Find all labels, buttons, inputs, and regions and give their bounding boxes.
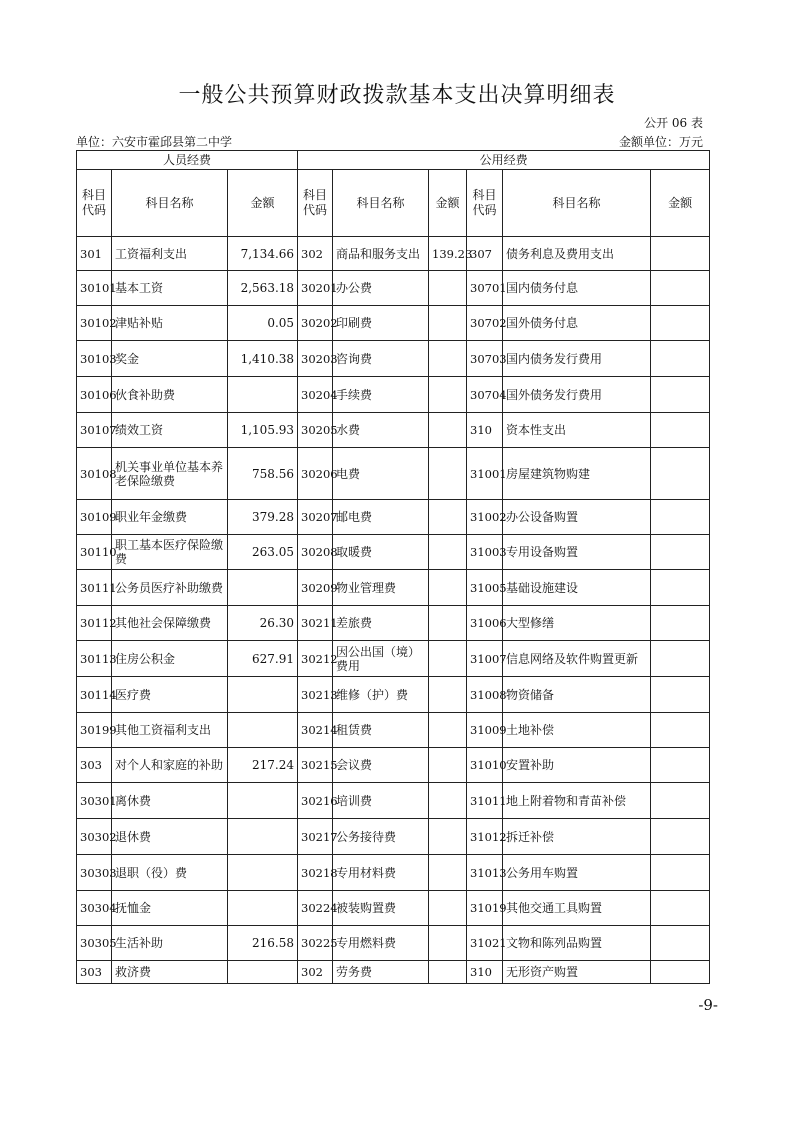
personnel-code-cell: 30302 [77,819,112,855]
public-name-cell: 咨询费 [333,341,429,377]
capital-amount-cell [651,713,710,748]
personnel-amount-cell: 1,105.93 [228,413,298,448]
capital-amount-cell [651,535,710,570]
public-code-cell: 30202 [298,306,333,341]
section-personnel: 人员经费 [77,151,298,170]
col-name-header: 科目名称 [112,170,228,237]
public-code-cell: 30201 [298,271,333,306]
public-name-cell: 劳务费 [333,961,429,984]
public-code-cell: 30208 [298,535,333,570]
personnel-name-cell: 工资福利支出 [112,237,228,271]
personnel-amount-cell [228,891,298,926]
public-name-cell: 取暖费 [333,535,429,570]
capital-code-cell: 31019 [467,891,503,926]
public-code-cell: 302 [298,237,333,271]
capital-amount-cell [651,500,710,535]
personnel-code-cell: 30303 [77,855,112,891]
public-amount-cell [429,855,467,891]
public-name-cell: 因公出国（境）费用 [333,641,429,677]
personnel-name-cell: 奖金 [112,341,228,377]
personnel-amount-cell [228,783,298,819]
section-header-row [77,151,710,170]
personnel-name-cell: 医疗费 [112,677,228,713]
personnel-code-cell: 30199 [77,713,112,748]
public-name-cell: 物业管理费 [333,570,429,606]
personnel-name-cell: 职业年金缴费 [112,500,228,535]
table-row [77,926,710,961]
personnel-code-cell: 30107 [77,413,112,448]
public-name-cell: 租赁费 [333,713,429,748]
public-code-cell: 30209 [298,570,333,606]
public-amount-cell [429,713,467,748]
personnel-code-cell: 30101 [77,271,112,306]
personnel-name-cell: 其他工资福利支出 [112,713,228,748]
public-name-cell: 商品和服务支出 [333,237,429,271]
personnel-name-cell: 机关事业单位基本养老保险缴费 [112,448,228,500]
table-row [77,237,710,271]
personnel-code-cell: 30106 [77,377,112,413]
col-code-header: 科目代码 [298,170,333,237]
personnel-code-cell: 30305 [77,926,112,961]
personnel-amount-cell [228,855,298,891]
capital-name-cell: 文物和陈列品购置 [503,926,651,961]
personnel-code-cell: 303 [77,961,112,984]
capital-amount-cell [651,606,710,641]
personnel-name-cell: 退休费 [112,819,228,855]
personnel-amount-cell: 379.28 [228,500,298,535]
public-name-cell: 印刷费 [333,306,429,341]
personnel-amount-cell [228,377,298,413]
capital-name-cell: 无形资产购置 [503,961,651,984]
personnel-name-cell: 职工基本医疗保险缴费 [112,535,228,570]
capital-name-cell: 基础设施建设 [503,570,651,606]
capital-amount-cell [651,448,710,500]
col-name-header: 科目名称 [503,170,651,237]
personnel-code-cell: 30110 [77,535,112,570]
capital-code-cell: 31002 [467,500,503,535]
capital-code-cell: 31009 [467,713,503,748]
capital-name-cell: 国外债务付息 [503,306,651,341]
capital-amount-cell [651,570,710,606]
personnel-amount-cell: 0.05 [228,306,298,341]
public-amount-cell [429,606,467,641]
public-amount-cell [429,570,467,606]
public-amount-cell [429,377,467,413]
capital-code-cell: 31010 [467,748,503,783]
capital-name-cell: 资本性支出 [503,413,651,448]
personnel-amount-cell: 758.56 [228,448,298,500]
table-row [77,783,710,819]
public-amount-cell [429,783,467,819]
public-name-cell: 被装购置费 [333,891,429,926]
public-code-cell: 30205 [298,413,333,448]
personnel-amount-cell: 1,410.38 [228,341,298,377]
public-code-cell: 30217 [298,819,333,855]
personnel-amount-cell: 217.24 [228,748,298,783]
personnel-amount-cell: 263.05 [228,535,298,570]
capital-code-cell: 310 [467,961,503,984]
capital-code-cell: 31012 [467,819,503,855]
capital-code-cell: 30704 [467,377,503,413]
table-row [77,891,710,926]
public-code-cell: 302 [298,961,333,984]
capital-name-cell: 地上附着物和青苗补偿 [503,783,651,819]
capital-code-cell: 31005 [467,570,503,606]
capital-amount-cell [651,677,710,713]
public-name-cell: 办公费 [333,271,429,306]
capital-name-cell: 其他交通工具购置 [503,891,651,926]
personnel-code-cell: 30109 [77,500,112,535]
public-name-cell: 邮电费 [333,500,429,535]
capital-amount-cell [651,377,710,413]
personnel-code-cell: 30111 [77,570,112,606]
column-header-row [77,170,710,237]
public-amount-cell [429,341,467,377]
table-row [77,819,710,855]
capital-name-cell: 国内债务付息 [503,271,651,306]
public-name-cell: 培训费 [333,783,429,819]
capital-code-cell: 31003 [467,535,503,570]
public-amount-cell [429,677,467,713]
personnel-code-cell: 30102 [77,306,112,341]
capital-code-cell: 31008 [467,677,503,713]
capital-name-cell: 国内债务发行费用 [503,341,651,377]
capital-amount-cell [651,926,710,961]
table-row [77,961,710,984]
personnel-code-cell: 30301 [77,783,112,819]
capital-code-cell: 31001 [467,448,503,500]
personnel-code-cell: 301 [77,237,112,271]
public-code-cell: 30225 [298,926,333,961]
capital-amount-cell [651,748,710,783]
personnel-name-cell: 绩效工资 [112,413,228,448]
capital-code-cell: 31007 [467,641,503,677]
public-amount-cell [429,500,467,535]
personnel-name-cell: 对个人和家庭的补助 [112,748,228,783]
public-amount-cell [429,926,467,961]
public-amount-cell [429,961,467,984]
public-amount-cell [429,748,467,783]
personnel-amount-cell: 216.58 [228,926,298,961]
public-name-cell: 维修（护）费 [333,677,429,713]
personnel-name-cell: 其他社会保障缴费 [112,606,228,641]
expenditure-table [76,150,710,984]
public-name-cell: 手续费 [333,377,429,413]
public-amount-cell [429,306,467,341]
capital-amount-cell [651,237,710,271]
personnel-name-cell: 离休费 [112,783,228,819]
table-row [77,570,710,606]
public-code-cell: 30214 [298,713,333,748]
capital-code-cell: 31011 [467,783,503,819]
capital-amount-cell [651,783,710,819]
public-amount-cell [429,819,467,855]
personnel-amount-cell: 7,134.66 [228,237,298,271]
table-row [77,855,710,891]
personnel-amount-cell: 2,563.18 [228,271,298,306]
unit-label: 单位：六安市霍邱县第二中学 [76,135,233,149]
public-amount-cell [429,448,467,500]
col-amount-header: 金额 [429,170,467,237]
table-row [77,448,710,500]
public-code-cell: 30206 [298,448,333,500]
table-row [77,413,710,448]
personnel-name-cell: 救济费 [112,961,228,984]
personnel-code-cell: 30112 [77,606,112,641]
public-name-cell: 专用燃料费 [333,926,429,961]
table-row [77,377,710,413]
capital-name-cell: 物资储备 [503,677,651,713]
personnel-amount-cell: 26.30 [228,606,298,641]
public-amount-cell [429,641,467,677]
col-amount-header: 金额 [651,170,710,237]
form-number: 公开 06 表 [644,116,703,130]
capital-code-cell: 31013 [467,855,503,891]
table-row [77,306,710,341]
public-code-cell: 30218 [298,855,333,891]
personnel-amount-cell: 627.91 [228,641,298,677]
personnel-name-cell: 退职（役）费 [112,855,228,891]
public-code-cell: 30216 [298,783,333,819]
personnel-name-cell: 公务员医疗补助缴费 [112,570,228,606]
personnel-name-cell: 伙食补助费 [112,377,228,413]
public-code-cell: 30203 [298,341,333,377]
capital-name-cell: 拆迁补偿 [503,819,651,855]
personnel-amount-cell [228,677,298,713]
money-unit: 金额单位：万元 [618,135,703,149]
capital-code-cell: 30701 [467,271,503,306]
capital-name-cell: 房屋建筑物购建 [503,448,651,500]
capital-name-cell: 大型修缮 [503,606,651,641]
public-name-cell: 水费 [333,413,429,448]
capital-code-cell: 310 [467,413,503,448]
personnel-amount-cell [228,819,298,855]
capital-name-cell: 债务利息及费用支出 [503,237,651,271]
public-amount-cell [429,891,467,926]
capital-amount-cell [651,641,710,677]
capital-amount-cell [651,341,710,377]
public-name-cell: 公务接待费 [333,819,429,855]
capital-amount-cell [651,891,710,926]
public-name-cell: 电费 [333,448,429,500]
personnel-name-cell: 抚恤金 [112,891,228,926]
public-amount-cell [429,535,467,570]
personnel-code-cell: 303 [77,748,112,783]
capital-code-cell: 31006 [467,606,503,641]
page-number: -9- [698,996,718,1014]
public-amount-cell: 139.23 [429,237,467,271]
col-code-header: 科目代码 [77,170,112,237]
public-code-cell: 30211 [298,606,333,641]
page-title: 一般公共预算财政拨款基本支出决算明细表 [178,83,616,108]
col-code-header: 科目代码 [467,170,503,237]
capital-name-cell: 土地补偿 [503,713,651,748]
capital-name-cell: 公务用车购置 [503,855,651,891]
capital-code-cell: 31021 [467,926,503,961]
public-name-cell: 专用材料费 [333,855,429,891]
capital-amount-cell [651,413,710,448]
personnel-amount-cell [228,570,298,606]
capital-name-cell: 信息网络及软件购置更新 [503,641,651,677]
public-code-cell: 30224 [298,891,333,926]
public-code-cell: 30213 [298,677,333,713]
section-public: 公用经费 [298,151,710,170]
public-code-cell: 30204 [298,377,333,413]
capital-name-cell: 专用设备购置 [503,535,651,570]
public-code-cell: 30212 [298,641,333,677]
public-code-cell: 30207 [298,500,333,535]
capital-amount-cell [651,855,710,891]
personnel-name-cell: 生活补助 [112,926,228,961]
personnel-code-cell: 30113 [77,641,112,677]
capital-amount-cell [651,271,710,306]
capital-code-cell: 30703 [467,341,503,377]
table-row [77,535,710,570]
table-row [77,677,710,713]
personnel-code-cell: 30108 [77,448,112,500]
table-row [77,713,710,748]
capital-code-cell: 30702 [467,306,503,341]
personnel-amount-cell [228,713,298,748]
capital-name-cell: 安置补助 [503,748,651,783]
capital-amount-cell [651,306,710,341]
table-row [77,748,710,783]
personnel-name-cell: 住房公积金 [112,641,228,677]
col-amount-header: 金额 [228,170,298,237]
personnel-name-cell: 津贴补贴 [112,306,228,341]
personnel-name-cell: 基本工资 [112,271,228,306]
capital-name-cell: 国外债务发行费用 [503,377,651,413]
public-name-cell: 会议费 [333,748,429,783]
public-amount-cell [429,271,467,306]
personnel-code-cell: 30103 [77,341,112,377]
public-name-cell: 差旅费 [333,606,429,641]
personnel-amount-cell [228,961,298,984]
capital-amount-cell [651,961,710,984]
personnel-code-cell: 30114 [77,677,112,713]
col-name-header: 科目名称 [333,170,429,237]
public-amount-cell [429,413,467,448]
personnel-code-cell: 30304 [77,891,112,926]
table-row [77,341,710,377]
public-code-cell: 30215 [298,748,333,783]
table-row [77,271,710,306]
table-row [77,641,710,677]
table-row [77,500,710,535]
capital-amount-cell [651,819,710,855]
capital-name-cell: 办公设备购置 [503,500,651,535]
table-row [77,606,710,641]
capital-code-cell: 307 [467,237,503,271]
